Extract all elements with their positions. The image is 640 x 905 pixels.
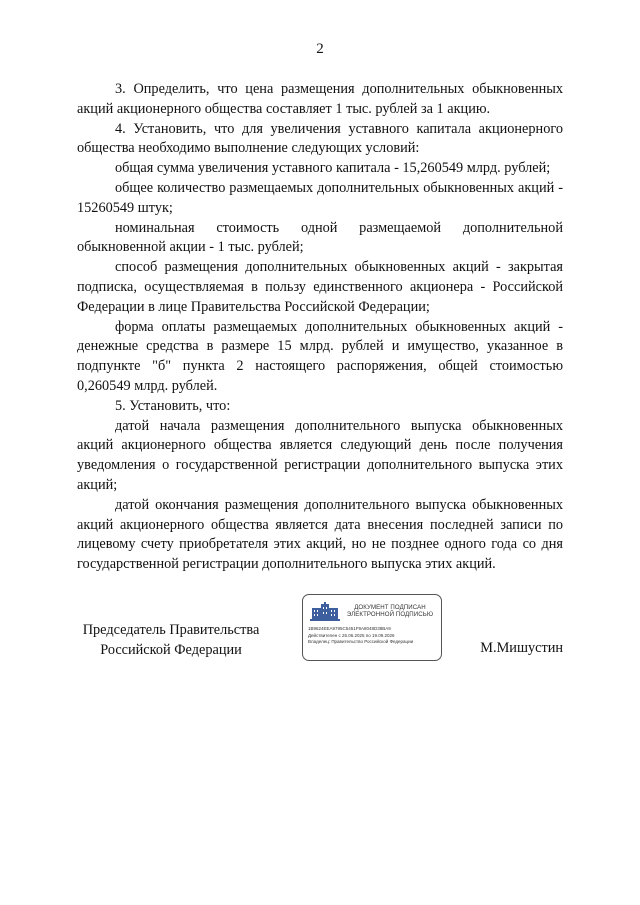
stamp-title-line2: ЭЛЕКТРОННОЙ ПОДПИСЬЮ — [346, 611, 434, 619]
paragraph-item-4: 4. Установить, что для увеличения уставного капитала акционерного общества необходимо выполнение следующих условий: — [77, 120, 563, 157]
stamp-title — [343, 604, 437, 619]
signer-name: М.Мишустин — [480, 640, 563, 656]
condition-share-count: общее количество размещаемых дополнительных обыкновенных акций - 15260549 штук; — [77, 179, 563, 216]
condition-total-amount: общая сумма увеличения уставного капитала - 15,260549 млрд. рублей; — [115, 160, 551, 177]
stamp-title-line1: ДОКУМЕНТ ПОДПИСАН — [354, 604, 426, 611]
stamp-owner: Владелец: Правительство Российской Федерации — [308, 639, 414, 644]
signer-title-line1: Председатель Правительства — [82, 622, 260, 638]
stamp-validity: Действителен с 26.06.2025 по 19.09.2026 — [308, 633, 395, 638]
placement-end-date: датой окончания размещения дополнительного выпуска обыкновенных акций акционерного общества является дата внесения последней записи по лицевому счету приобретателя этих акций, но не позднее одного года со дня государственной регистрации дополнительного выпуска этих акций. — [77, 496, 563, 573]
page-number: 2 — [316, 41, 324, 57]
condition-placement-method: способ размещения дополнительных обыкновенных акций - закрытая подписка, осуществляемая в пользу единственного акционера - Российской Федерации в лице Правительства Российской Федерации; — [77, 259, 563, 315]
paragraph-item-3: 3. Определить, что цена размещения дополнительных обыкновенных акций акционерного общества составляет 1 тыс. рублей за 1 акцию. — [77, 81, 563, 117]
signer-title — [77, 621, 265, 661]
signer-title-line2: Российской Федерации — [100, 641, 242, 658]
placement-start-date: датой начала размещения дополнительного выпуска обыкновенных акций акционерного общества является следующий день после получения уведомления о государственной регистрации дополнительного выпуска этих акций; — [77, 417, 563, 493]
condition-nominal-value: номинальная стоимость одной размещаемой дополнительной обыкновенной акции - 1 тыс. рублей; — [77, 219, 563, 256]
condition-payment-form: форма оплаты размещаемых дополнительных обыкновенных акций - денежные средства в размере 15 млрд. рублей и имущество, указанное в подпункте "б" пункта 2 настоящего распоряжения, общей стоимостью 0,260549 млрд. рублей. — [77, 318, 563, 394]
paragraph-item-5: 5. Установить, что: — [115, 397, 231, 414]
stamp-certificate-number: 1B9624EEA9795C5451F9A8048D38BA9 — [308, 626, 391, 631]
document-body — [77, 80, 563, 575]
government-building-icon — [310, 602, 340, 621]
electronic-signature-stamp — [302, 594, 442, 661]
